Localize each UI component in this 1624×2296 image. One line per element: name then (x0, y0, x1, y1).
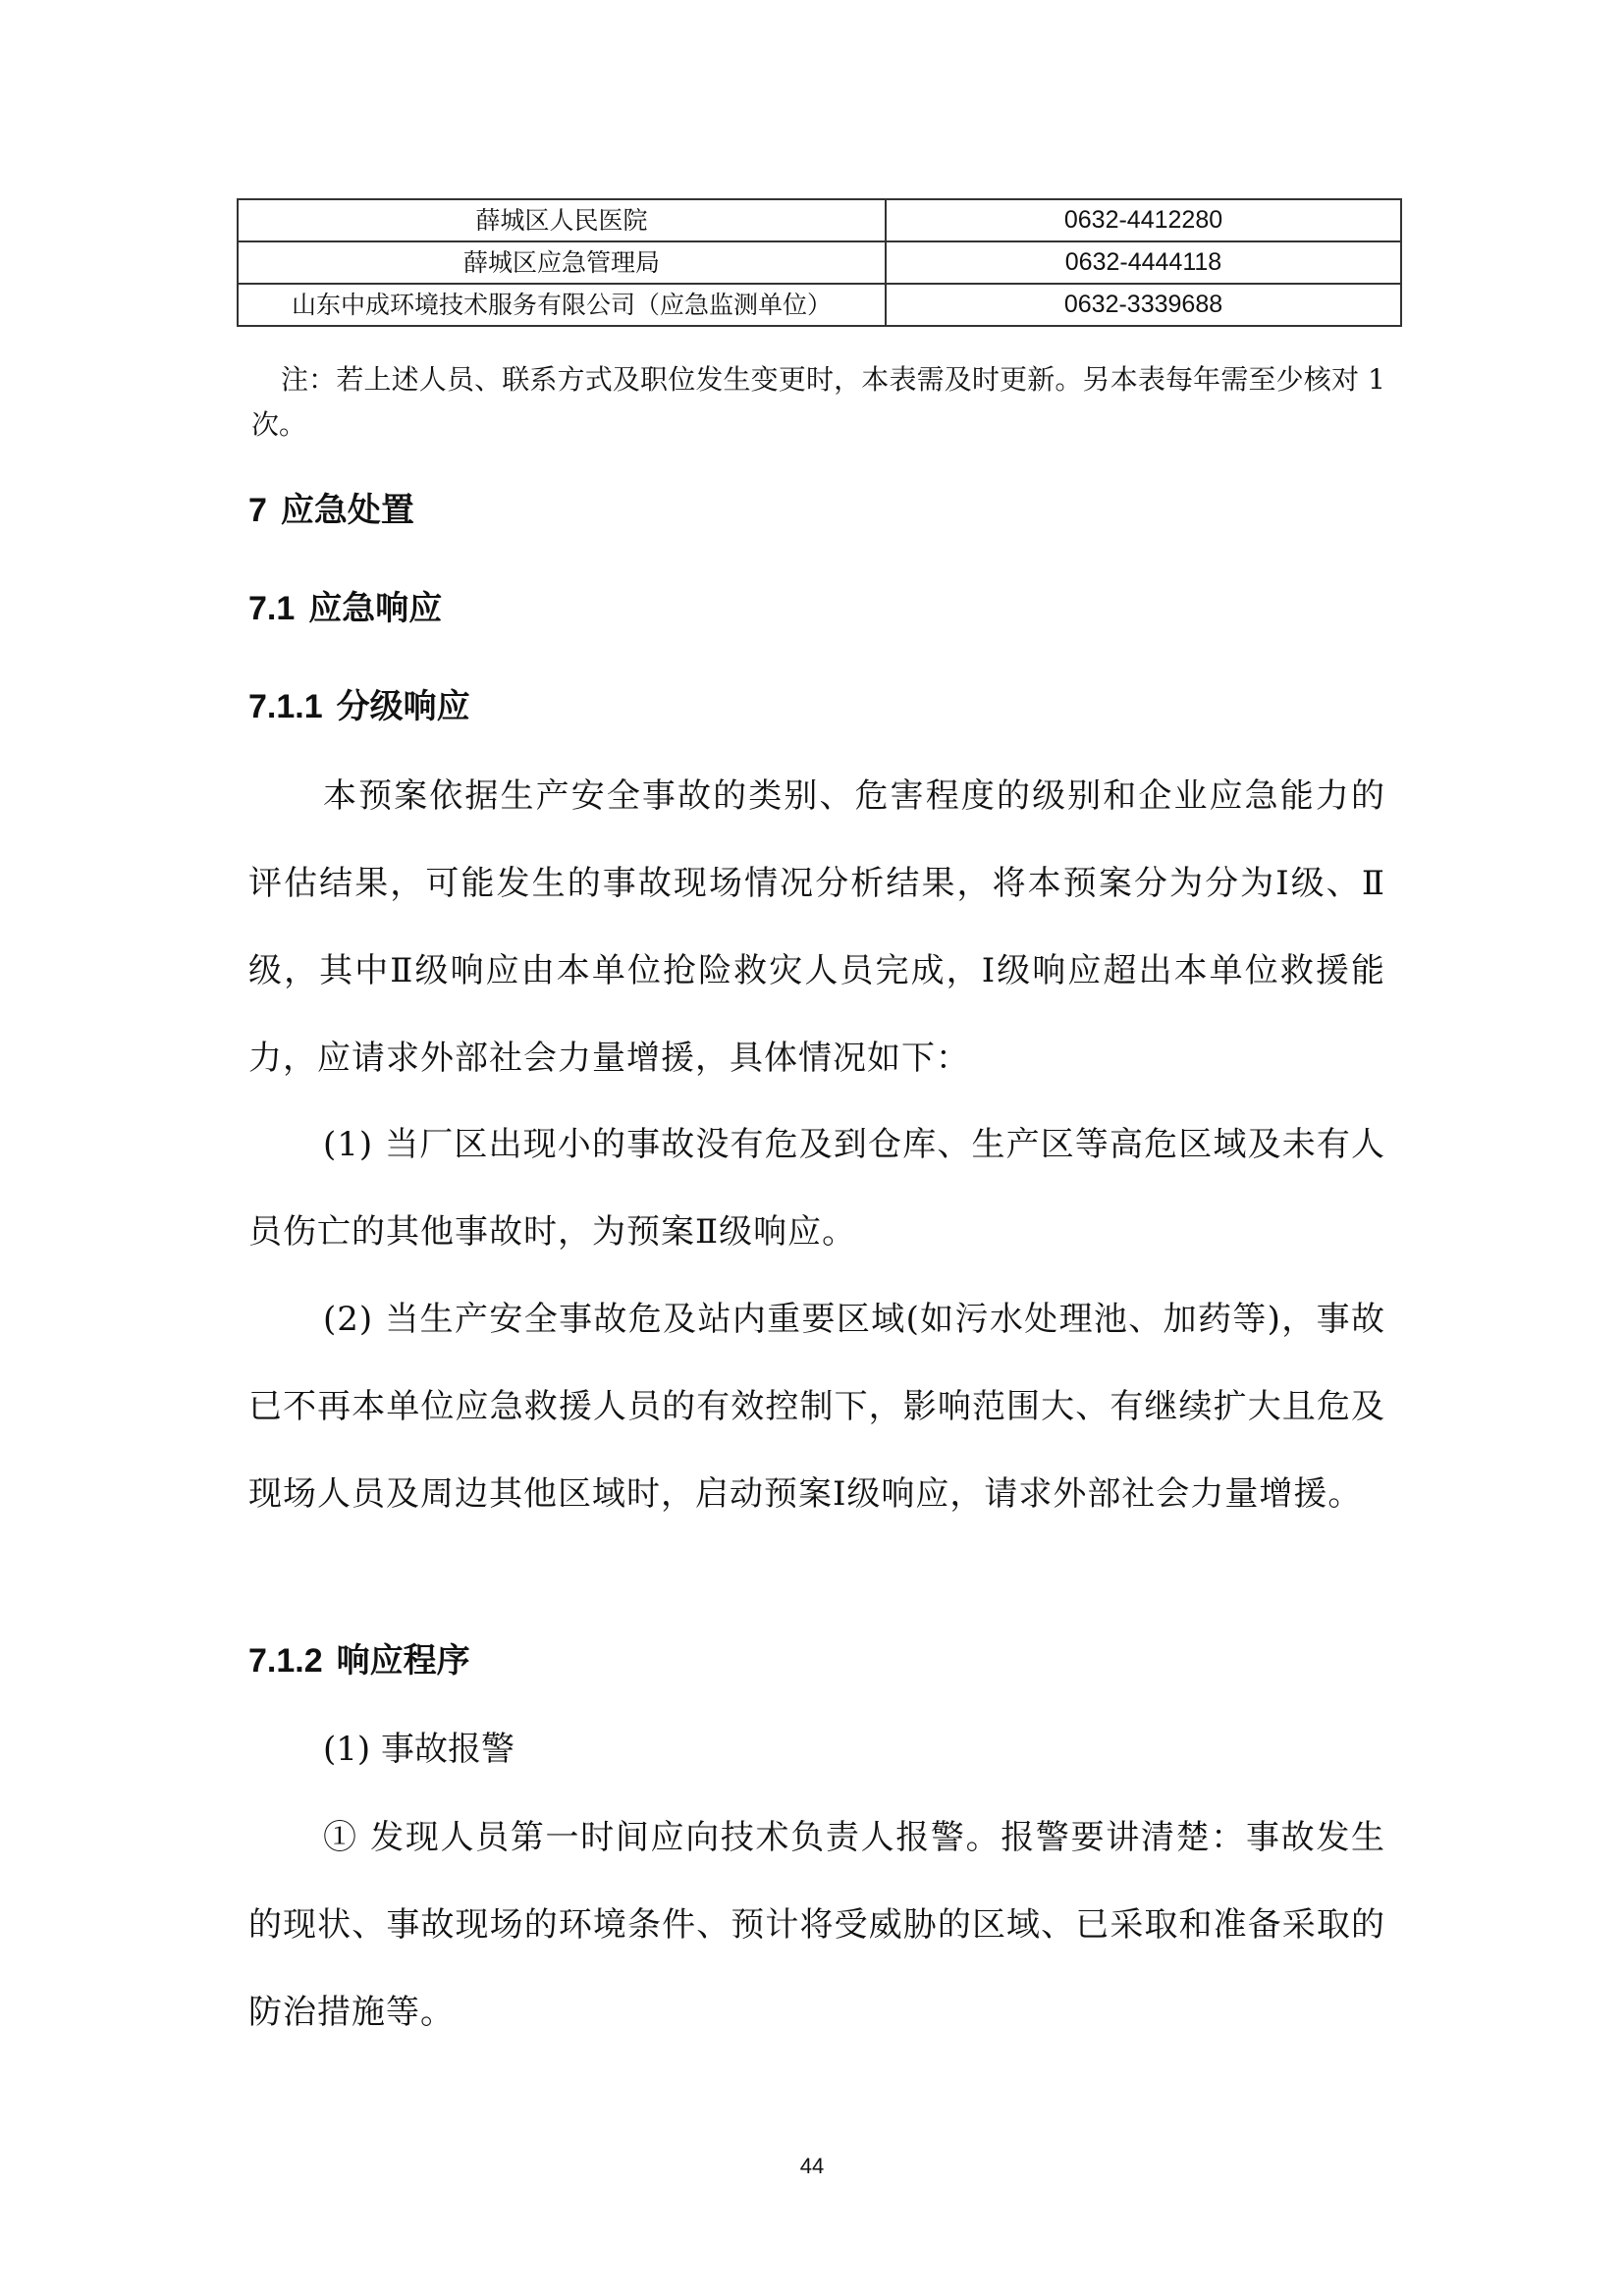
table-row (238, 199, 1401, 241)
org-cell: 薛城区人民医院 (238, 199, 886, 241)
paragraph-alarm-procedure: ① 发现人员第一时间应向技术负责人报警。报警要讲清楚：事故发生的现状、事故现场的环境条件、预计将受威胁的区域、已采取和准备采取的防治措施等。 (248, 1818, 1385, 2032)
section-heading-7 (248, 489, 414, 532)
section-heading-7-1 (248, 587, 442, 630)
page-number: 44 (799, 2154, 825, 2178)
org-cell: 山东中成环境技术服务有限公司（应急监测单位） (238, 284, 886, 326)
section-title: 应急处置 (280, 491, 414, 530)
section-heading-7-1-2 (248, 1639, 470, 1682)
section-title: 应急响应 (308, 589, 443, 628)
paragraph-level-i: (2) 当生产安全事故危及站内重要区域(如污水处理池、加药等)，事故已不再本单位应急救援人员的有效控制下，影响范围大、有继续扩大且危及现场人员及周边其他区域时，启动预案Ⅰ级响应，请求外部社会力量增援。 (248, 1300, 1385, 1514)
section-title: 分级响应 (336, 687, 470, 726)
table-row (238, 241, 1401, 284)
section-number: 7.1.1 (248, 688, 323, 725)
phone-cell: 0632-4444118 (886, 241, 1401, 284)
contact-table (237, 198, 1402, 327)
paragraph-level-ii: (1) 当厂区出现小的事故没有危及到仓库、生产区等高危区域及未有人员伤亡的其他事故时，为预案Ⅱ级响应。 (248, 1125, 1385, 1252)
section-number: 7.1.2 (248, 1642, 323, 1680)
section-number: 7.1 (248, 590, 296, 627)
section-heading-7-1-1 (248, 685, 470, 728)
table-row (238, 284, 1401, 326)
list-item-accident-alarm: (1) 事故报警 (323, 1730, 514, 1769)
section-number: 7 (248, 492, 267, 529)
phone-cell: 0632-4412280 (886, 199, 1401, 241)
section-title: 响应程序 (336, 1641, 470, 1681)
table-note: 注：若上述人员、联系方式及职位发生变更时，本表需及时更新。另本表每年需至少核对 1 次。 (251, 363, 1385, 441)
org-cell: 薛城区应急管理局 (238, 241, 886, 284)
phone-cell: 0632-3339688 (886, 284, 1401, 326)
paragraph-graded-response: 本预案依据生产安全事故的类别、危害程度的级别和企业应急能力的评估结果，可能发生的事故现场情况分析结果，将本预案分为分为Ⅰ级、Ⅱ级，其中Ⅱ级响应由本单位抢险救灾人员完成，Ⅰ级响应超出本单位救援能力，应请求外部社会力量增援，具体情况如下： (248, 776, 1385, 1078)
